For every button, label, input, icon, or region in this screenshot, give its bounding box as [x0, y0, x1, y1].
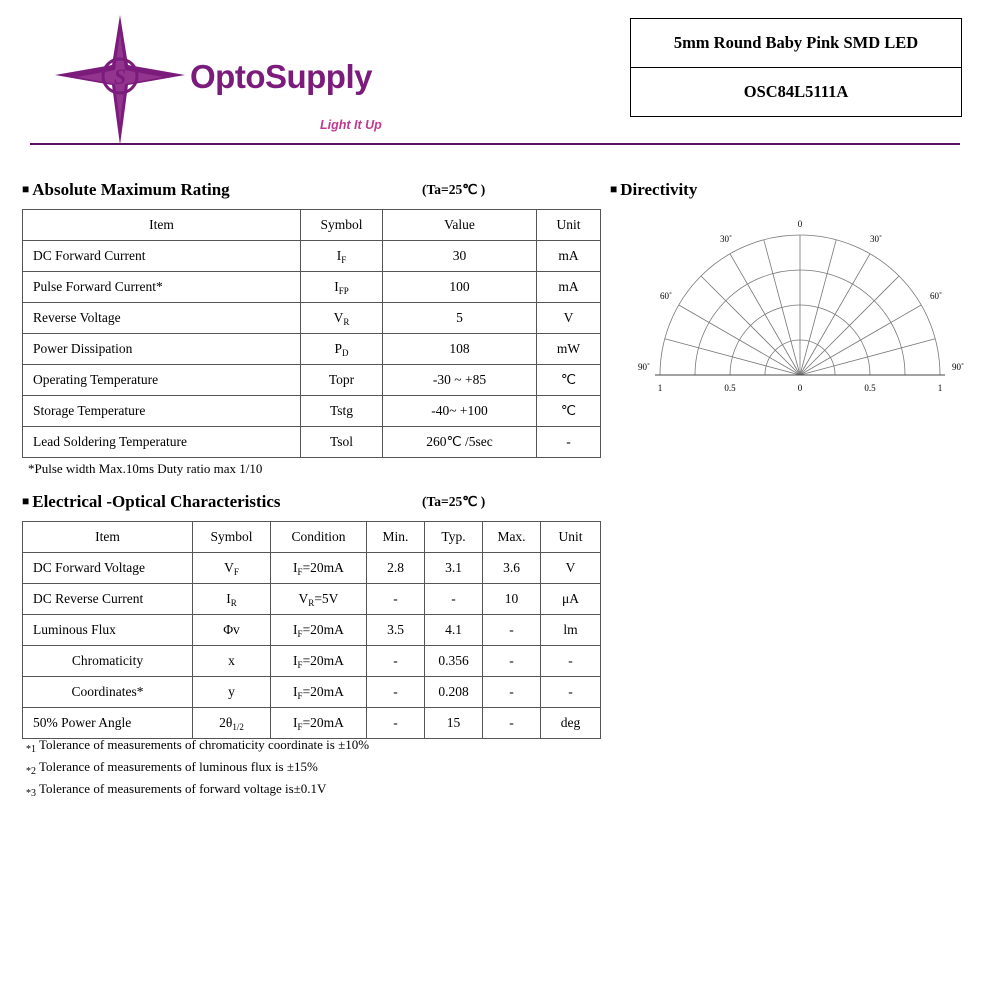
- cell-value: 30: [383, 241, 537, 272]
- angle-label-left-60: 60˚: [660, 291, 672, 301]
- product-part-number: OSC84L5111A: [743, 82, 849, 101]
- cell-symbol: $P_D$: [301, 334, 383, 365]
- col-typ: Typ.: [425, 522, 483, 553]
- col-value: Value: [383, 210, 537, 241]
- radial-label-right-1: 1: [937, 383, 943, 393]
- radial-label-right-05: 0.5: [864, 383, 876, 393]
- cell-item: Chromaticity: [23, 646, 193, 677]
- table-row: [23, 272, 601, 303]
- cell-item: DC Forward Current: [23, 241, 301, 272]
- amr-footnote: *Pulse width Max.10ms Duty ratio max 1/10: [28, 461, 263, 476]
- table-row: [23, 584, 601, 615]
- col-item: Item: [23, 210, 301, 241]
- angle-label-left-90: 90˚: [638, 362, 650, 372]
- col-item: Item: [23, 522, 193, 553]
- angle-label-right-30: 30˚: [870, 234, 882, 244]
- cell-symbol: $I_F$: [301, 241, 383, 272]
- cell-condition: $I_F=20mA$: [271, 708, 367, 739]
- table-row: [23, 553, 601, 584]
- radial-label-left-1: 1: [657, 383, 663, 393]
- angle-label-0: 0: [797, 219, 803, 229]
- cell-symbol: Φv: [193, 615, 271, 646]
- angle-label-right-90: 90˚: [952, 362, 964, 372]
- cell-value: 5: [383, 303, 537, 334]
- cell-condition: $I_F=20mA$: [271, 677, 367, 708]
- table-row: [23, 677, 601, 708]
- absolute-maximum-rating-header: [22, 180, 602, 200]
- product-title-box: [630, 18, 962, 117]
- table-row: [23, 365, 601, 396]
- footnote-3: $_{*3}$ Tolerance of measurements of forward voltage is±0.1V: [26, 781, 327, 799]
- amr-condition: (Ta=25℃ ): [422, 182, 486, 197]
- cell-typ: 15: [425, 708, 483, 739]
- cell-unit: ℃: [537, 365, 601, 396]
- table-row: [23, 708, 601, 739]
- cell-item: 50% Power Angle: [23, 708, 193, 739]
- table-header-row: [23, 522, 601, 553]
- cell-item: Coordinates*: [23, 677, 193, 708]
- angle-label-left-30: 30˚: [720, 234, 732, 244]
- cell-symbol: Tsol: [301, 427, 383, 458]
- cell-item: Operating Temperature: [23, 365, 301, 396]
- cell-symbol: $I_{FP}$: [301, 272, 383, 303]
- cell-symbol: Topr: [301, 365, 383, 396]
- star-logo-icon: [55, 15, 185, 145]
- section-title-amr: ■ Absolute Maximum Rating: [22, 180, 230, 200]
- cell-value: 260℃ /5sec: [383, 427, 537, 458]
- product-name: 5mm Round Baby Pink SMD LED: [631, 19, 961, 68]
- cell-unit: -: [541, 677, 601, 708]
- cell-unit: -: [537, 427, 601, 458]
- cell-unit: lm: [541, 615, 601, 646]
- brand-wordmark: OptoSupply: [190, 58, 372, 95]
- cell-max: -: [483, 615, 541, 646]
- cell-max: 3.6: [483, 553, 541, 584]
- cell-symbol: $V_F$: [193, 553, 271, 584]
- cell-unit: -: [541, 646, 601, 677]
- eoc-condition: (Ta=25℃ ): [422, 494, 486, 509]
- cell-typ: -: [425, 584, 483, 615]
- cell-condition: $I_F=20mA$: [271, 615, 367, 646]
- directivity-chart: [610, 205, 980, 405]
- cell-typ: 3.1: [425, 553, 483, 584]
- table-row: [23, 396, 601, 427]
- logo-letter: S: [113, 64, 127, 89]
- cell-item: Pulse Forward Current*: [23, 272, 301, 303]
- cell-unit: deg: [541, 708, 601, 739]
- cell-item: DC Forward Voltage: [23, 553, 193, 584]
- cell-max: 10: [483, 584, 541, 615]
- cell-symbol: x: [193, 646, 271, 677]
- cell-symbol: $V_R$: [301, 303, 383, 334]
- directivity-header: [610, 180, 697, 200]
- col-condition: Condition: [271, 522, 367, 553]
- electrical-optical-table: [22, 521, 601, 739]
- cell-typ: 0.356: [425, 646, 483, 677]
- cell-unit: ℃: [537, 396, 601, 427]
- electrical-optical-header: [22, 492, 602, 512]
- cell-item: Power Dissipation: [23, 334, 301, 365]
- cell-min: -: [367, 677, 425, 708]
- cell-unit: mA: [537, 272, 601, 303]
- col-unit: Unit: [537, 210, 601, 241]
- cell-max: -: [483, 708, 541, 739]
- table-header-row: [23, 210, 601, 241]
- cell-unit: V: [537, 303, 601, 334]
- electrical-optical-footnotes: [26, 735, 369, 801]
- col-symbol: Symbol: [301, 210, 383, 241]
- cell-item: Lead Soldering Temperature: [23, 427, 301, 458]
- cell-condition: $I_F=20mA$: [271, 646, 367, 677]
- cell-min: -: [367, 584, 425, 615]
- cell-value: 100: [383, 272, 537, 303]
- col-min: Min.: [367, 522, 425, 553]
- cell-value: 108: [383, 334, 537, 365]
- cell-unit: mA: [537, 241, 601, 272]
- cell-symbol: $I_R$: [193, 584, 271, 615]
- angle-label-right-60: 60˚: [930, 291, 942, 301]
- section-title-eoc: ■ Electrical -Optical Characteristics: [22, 492, 281, 512]
- section-title-directivity: ■ Directivity: [610, 180, 697, 200]
- cell-min: -: [367, 646, 425, 677]
- page-header: [0, 0, 990, 145]
- cell-unit: V: [541, 553, 601, 584]
- col-max: Max.: [483, 522, 541, 553]
- cell-min: -: [367, 708, 425, 739]
- table-row: [23, 334, 601, 365]
- table-row: [23, 427, 601, 458]
- cell-unit: mW: [537, 334, 601, 365]
- brand-tagline: Light It Up: [320, 118, 382, 132]
- footnote-1: $_{*1}$ Tolerance of measurements of chromaticity coordinate is ±10%: [26, 737, 370, 755]
- cell-max: -: [483, 646, 541, 677]
- cell-min: 3.5: [367, 615, 425, 646]
- col-unit: Unit: [541, 522, 601, 553]
- cell-symbol: y: [193, 677, 271, 708]
- table-row: [23, 646, 601, 677]
- cell-min: 2.8: [367, 553, 425, 584]
- cell-symbol: Tstg: [301, 396, 383, 427]
- cell-symbol: $2\theta_{1/2}$: [193, 708, 271, 739]
- radial-label-center-0: 0: [797, 383, 803, 393]
- cell-value: -30 ~ +85: [383, 365, 537, 396]
- cell-typ: 0.208: [425, 677, 483, 708]
- table-row: [23, 303, 601, 334]
- company-logo: [30, 10, 450, 140]
- cell-value: -40~ +100: [383, 396, 537, 427]
- table-row: [23, 241, 601, 272]
- header-divider: [30, 143, 960, 145]
- footnote-2: $_{*2}$ Tolerance of measurements of luminous flux is ±15%: [26, 759, 318, 777]
- cell-item: Reverse Voltage: [23, 303, 301, 334]
- cell-item: Storage Temperature: [23, 396, 301, 427]
- cell-item: DC Reverse Current: [23, 584, 193, 615]
- cell-max: -: [483, 677, 541, 708]
- cell-condition: $I_F=20mA$: [271, 553, 367, 584]
- radial-label-left-05: 0.5: [724, 383, 736, 393]
- cell-typ: 4.1: [425, 615, 483, 646]
- absolute-maximum-rating-table: [22, 209, 601, 458]
- cell-item: Luminous Flux: [23, 615, 193, 646]
- table-row: [23, 615, 601, 646]
- cell-condition: $V_R=5V$: [271, 584, 367, 615]
- cell-unit: μA: [541, 584, 601, 615]
- col-symbol: Symbol: [193, 522, 271, 553]
